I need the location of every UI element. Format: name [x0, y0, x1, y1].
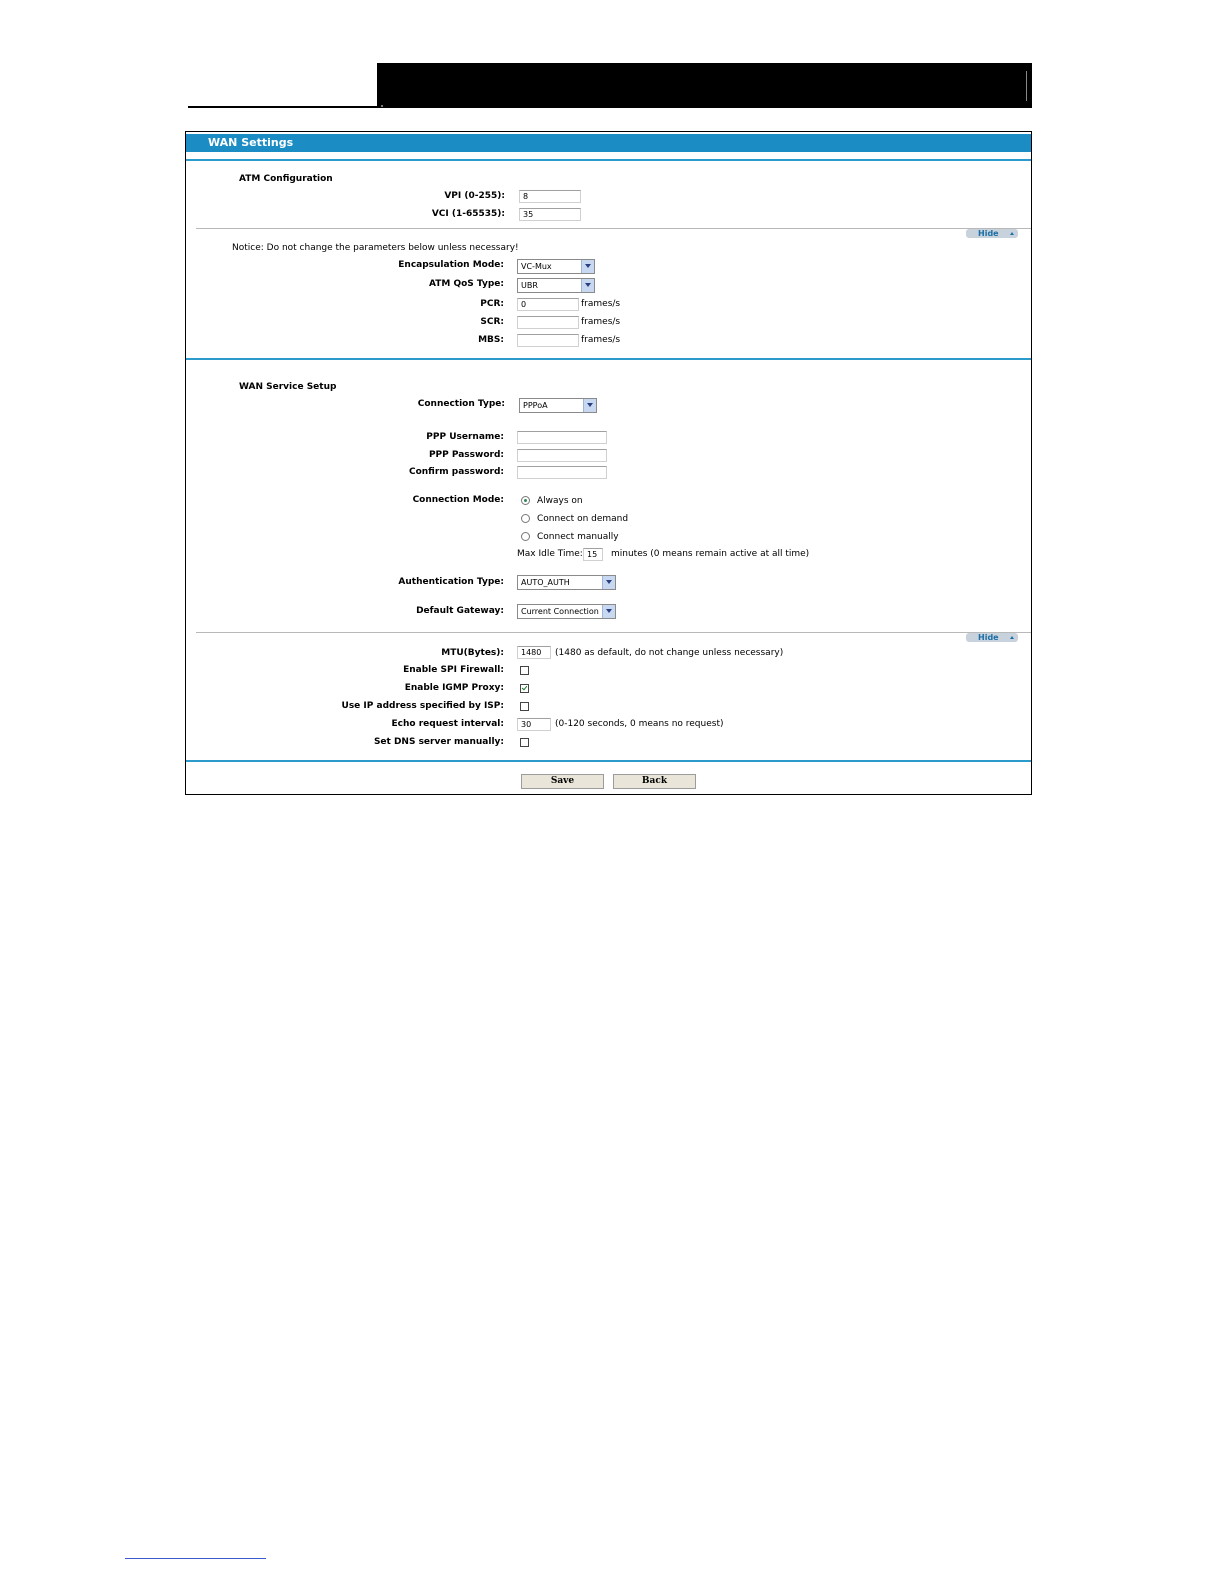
- vci-label: VCI (1-65535):: [431, 209, 505, 219]
- vci-input[interactable]: 35: [519, 208, 581, 221]
- scr-unit: frames/s: [581, 317, 621, 327]
- ppp-password-input[interactable]: [517, 449, 607, 462]
- spi-firewall-label: Enable SPI Firewall:: [403, 665, 504, 675]
- radio-connect-manually-label: Connect manually: [537, 532, 619, 542]
- radio-connect-on-demand[interactable]: [521, 514, 530, 523]
- pcr-unit: frames/s: [581, 299, 621, 309]
- header-rule: [188, 106, 378, 108]
- auth-type-value: AUTO_AUTH: [521, 578, 570, 587]
- mbs-unit: frames/s: [581, 335, 621, 345]
- encapsulation-select[interactable]: [517, 259, 595, 274]
- max-idle-note: minutes (0 means remain active at all time): [611, 549, 810, 559]
- hide-atm-advanced-button[interactable]: [966, 229, 1018, 238]
- panel-title-bar: [186, 134, 1031, 152]
- qos-value: UBR: [521, 281, 538, 290]
- header-tick: [1026, 71, 1027, 101]
- max-idle-input[interactable]: 15: [583, 548, 603, 561]
- echo-interval-input[interactable]: 30: [517, 718, 551, 731]
- dns-manual-label: Set DNS server manually:: [373, 737, 504, 747]
- mbs-input[interactable]: [517, 334, 579, 347]
- divider: [186, 760, 1031, 762]
- mtu-note: (1480 as default, do not change unless necessary): [555, 648, 784, 658]
- chevron-down-icon: [583, 399, 596, 412]
- ppp-username-label: PPP Username:: [426, 432, 504, 442]
- vpi-input[interactable]: 8: [519, 190, 581, 203]
- igmp-proxy-label: Enable IGMP Proxy:: [404, 683, 504, 693]
- mtu-label: MTU(Bytes):: [441, 648, 504, 658]
- scr-input[interactable]: [517, 316, 579, 329]
- connection-type-select[interactable]: [519, 398, 597, 413]
- pcr-label: PCR:: [480, 299, 504, 309]
- auth-type-label: Authentication Type:: [398, 577, 504, 587]
- isp-ip-label: Use IP address specified by ISP:: [341, 701, 504, 711]
- radio-connect-manually[interactable]: [521, 532, 530, 541]
- header-dot: [381, 105, 383, 107]
- wan-settings-panel: [185, 131, 1032, 795]
- echo-interval-note: (0-120 seconds, 0 means no request): [555, 719, 724, 729]
- vpi-label: VPI (0-255):: [444, 191, 505, 201]
- back-button[interactable]: Back: [613, 774, 696, 789]
- caret-up-icon: [1010, 636, 1014, 639]
- footer-link-rule: [125, 1558, 266, 1559]
- encapsulation-label: Encapsulation Mode:: [398, 260, 504, 270]
- save-button[interactable]: Save: [521, 774, 604, 789]
- qos-label: ATM QoS Type:: [428, 279, 504, 289]
- pcr-input[interactable]: 0: [517, 298, 579, 311]
- ppp-password-label: PPP Password:: [428, 450, 504, 460]
- qos-select[interactable]: [517, 278, 595, 293]
- isp-ip-checkbox[interactable]: [520, 702, 529, 711]
- echo-interval-label: Echo request interval:: [391, 719, 504, 729]
- confirm-password-input[interactable]: [517, 466, 607, 479]
- connection-mode-label: Connection Mode:: [412, 495, 504, 505]
- chevron-down-icon: [602, 576, 615, 589]
- spi-firewall-checkbox[interactable]: [520, 666, 529, 675]
- chevron-down-icon: [602, 605, 615, 618]
- wan-section-title: WAN Service Setup: [239, 382, 337, 392]
- default-gateway-select[interactable]: [517, 604, 616, 619]
- notice-text: Notice: Do not change the parameters below unless necessary!: [232, 243, 519, 253]
- connection-type-label: Connection Type:: [417, 399, 505, 409]
- hide-label: Hide: [978, 229, 999, 238]
- panel-title: WAN Settings: [208, 136, 294, 149]
- divider: [186, 358, 1031, 360]
- default-gateway-label: Default Gateway:: [416, 606, 504, 616]
- ppp-username-input[interactable]: [517, 431, 607, 444]
- hide-wan-advanced-button[interactable]: [966, 633, 1018, 642]
- max-idle-label: Max Idle Time:: [517, 549, 583, 559]
- connection-type-value: PPPoA: [523, 401, 548, 410]
- auth-type-select[interactable]: [517, 575, 616, 590]
- divider: [196, 228, 1031, 229]
- scr-label: SCR:: [480, 317, 504, 327]
- divider: [186, 159, 1031, 161]
- radio-always-on-label: Always on: [537, 496, 583, 506]
- divider: [196, 632, 1031, 633]
- default-gateway-value: Current Connection: [521, 607, 599, 616]
- atm-section-title: ATM Configuration: [239, 174, 333, 184]
- chevron-down-icon: [581, 260, 594, 273]
- caret-up-icon: [1010, 232, 1014, 235]
- radio-always-on[interactable]: [521, 496, 530, 505]
- hide-label: Hide: [978, 633, 999, 642]
- radio-connect-on-demand-label: Connect on demand: [537, 514, 629, 524]
- chevron-down-icon: [581, 279, 594, 292]
- header-bar: [377, 63, 1032, 108]
- igmp-proxy-checkbox[interactable]: [520, 684, 529, 693]
- dns-manual-checkbox[interactable]: [520, 738, 529, 747]
- confirm-password-label: Confirm password:: [408, 467, 504, 477]
- mtu-input[interactable]: 1480: [517, 646, 551, 659]
- mbs-label: MBS:: [478, 335, 504, 345]
- encapsulation-value: VC-Mux: [521, 262, 552, 271]
